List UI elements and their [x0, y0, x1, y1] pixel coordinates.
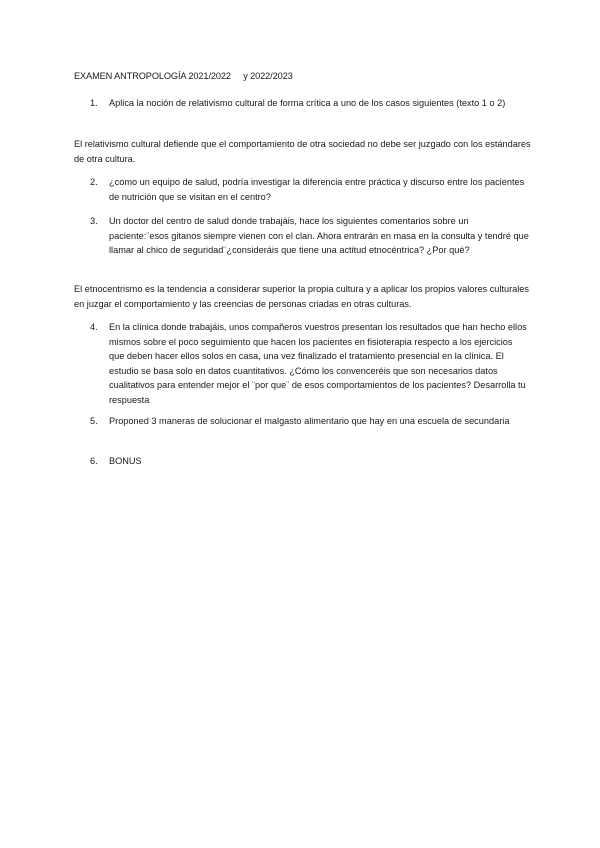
- question-number: 4.: [90, 322, 98, 332]
- exam-title: EXAMEN ANTROPOLOGÍA 2021/2022 y 2022/2023: [74, 71, 293, 81]
- paragraph-relativism: El relativismo cultural defiende que el comportamiento de otra sociedad no debe ser juzgado con los estándares de otra cultura.: [74, 139, 531, 164]
- question-text: BONUS: [109, 456, 142, 466]
- question-text: Proponed 3 maneras de solucionar el malgasto alimentario que hay en una escuela de secundaria: [109, 416, 510, 426]
- question-text: En la clínica donde trabajáis, unos compañeros vuestros presentan los resultados que han hecho ellos mismos sobre el poco seguimiento que hacen los pacientes en fisioterapia respecto a los ejercicios que deben hacer ellos solos en casa, una vez finalizado el tratamiento presencial en la clínica. El estudio se basa solo en datos cuantitativos. ¿Cómo los convenceréis que son necesarios datos cualitativos para entender mejor el ¨por que¨ de esos comportamientos de los pacientes? Desarrolla tu respuesta: [109, 322, 527, 405]
- question-text: Un doctor del centro de salud donde trabajáis, hace los siguientes comentarios sobre un paciente:¨esos gitanos siempre vienen con el clan. Ahora entrarán en masa en la consulta y tendré que llamar al chico de seguridad¨¿consideráis que tiene una actitud etnocéntrica? ¿Por qué?: [109, 216, 529, 255]
- question-text: ¿como un equipo de salud, podría investigar la diferencia entre práctica y discurso entre los pacientes de nutrición que se visitan en el centro?: [109, 177, 525, 202]
- question-number: 6.: [90, 456, 98, 466]
- question-number: 2.: [90, 177, 98, 187]
- question-number: 5.: [90, 416, 98, 426]
- question-text: Aplica la noción de relativismo cultural de forma crítica a uno de los casos siguientes (texto 1 o 2): [109, 98, 506, 108]
- question-number: 3.: [90, 216, 98, 226]
- paragraph-ethnocentrism: El etnocentrismo es la tendencia a considerar superior la propia cultura y a aplicar los propios valores culturales en juzgar el comportamiento y las creencias de personas criadas en otras culturas.: [74, 284, 530, 309]
- question-number: 1.: [90, 98, 98, 108]
